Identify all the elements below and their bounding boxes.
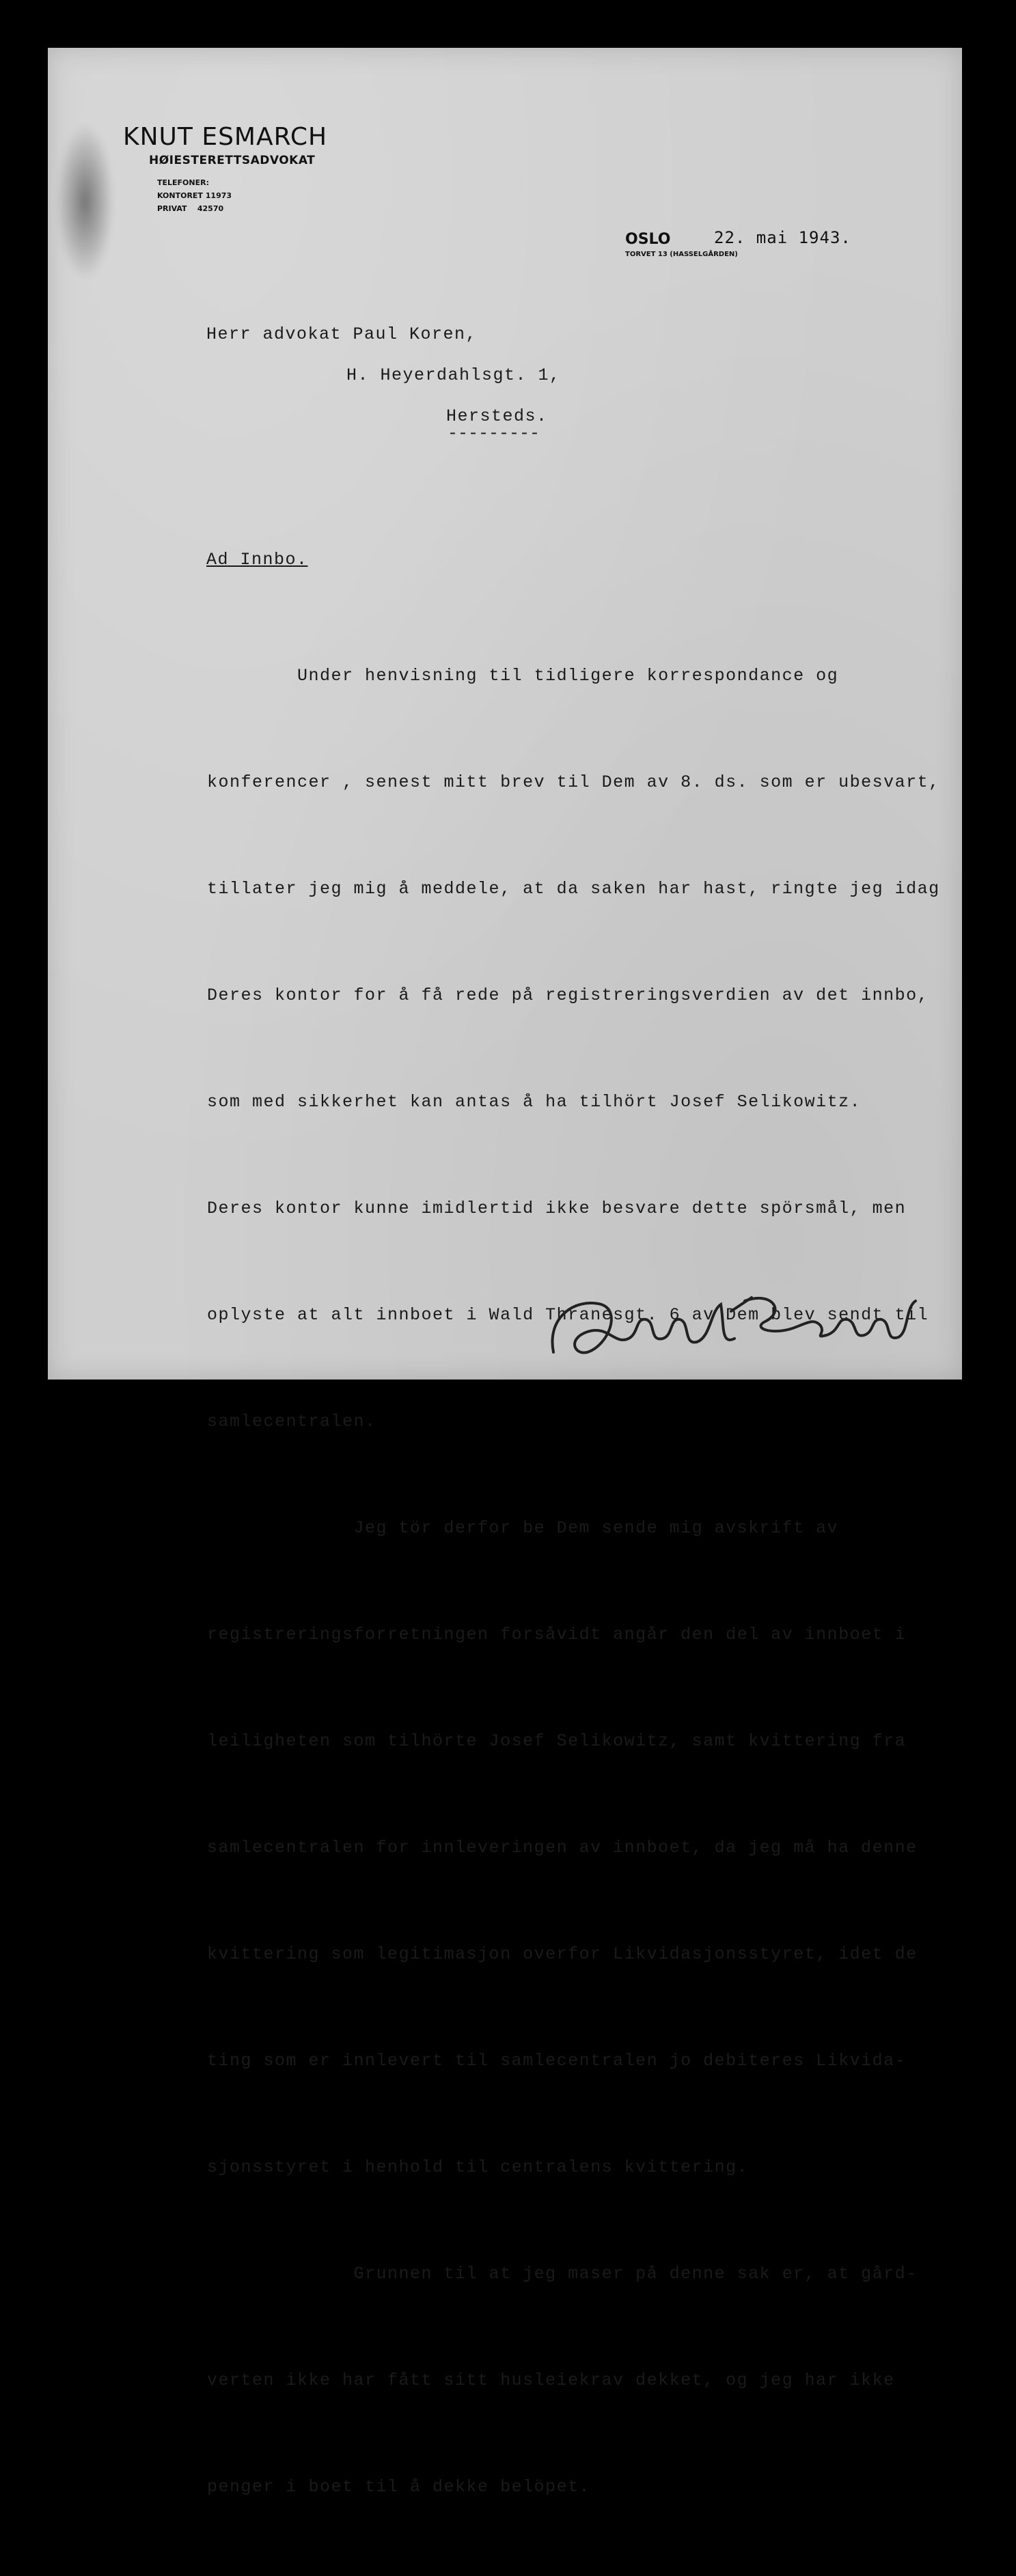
handwritten-signature (526, 1270, 929, 1380)
body-line: Under henvisning til tidligere korrespondance og (207, 666, 839, 686)
letterhead-name: KNUT ESMARCH (123, 123, 328, 151)
body-line: penger i boet til å dekke belöpet. (207, 2477, 591, 2497)
recipient-rule: --------- (448, 423, 540, 443)
recipient-line-1: Herr advokat Paul Koren, (206, 324, 478, 344)
body-line: sjonsstyret i henhold til centralens kvittering. (207, 2157, 749, 2177)
body-line: oplyste at alt innboet i Wald Thranesgt. 6 av Dem blev sendt til (207, 1305, 929, 1325)
body-line: leiligheten som tilhörte Josef Selikowitz, samt kvittering fra (207, 1731, 907, 1751)
recipient-line-3: Hersteds. (446, 406, 548, 426)
body-line: registreringsforretningen forsåvidt angår den del av innboet i (207, 1625, 907, 1644)
recipient-line-2: H. Heyerdahlsgt. 1, (346, 365, 561, 385)
phones-header: TELEFONER: (157, 178, 209, 187)
letterhead-phones (157, 176, 232, 215)
body-line: Deres kontor kunne imidlertid ikke besvare dette spörsmål, men (207, 1199, 907, 1218)
body-line: verten ikke har fått sitt husleiekrav dekket, og jeg har ikke (207, 2370, 895, 2390)
letterhead-title: HØIESTERETTSADVOKAT (149, 154, 316, 167)
letterhead-place: OSLO (625, 231, 671, 248)
body-line: som med sikkerhet kan antas å ha tilhört Josef Selikowitz. (207, 1092, 862, 1112)
letter-page (48, 48, 962, 2497)
body-line: samlecentralen for innleveringen av innboet, da jeg må ha denne (207, 1838, 918, 1858)
body-line: tillater jeg mig å meddele, at da saken har hast, ringte jeg idag (207, 879, 940, 899)
private-phone: PRIVAT 42570 (157, 204, 224, 213)
body-line: konferencer , senest mitt brev til Dem av 8. ds. som er ubesvart, (207, 772, 940, 792)
body-line: Deres kontor for å få rede på registreringsverdien av det innbo, (207, 985, 929, 1005)
letter-date: 22. mai 1943. (714, 228, 851, 247)
letterhead-address: TORVET 13 (HASSELGÅRDEN) (625, 251, 738, 258)
body-line: Jeg tör derfor be Dem sende mig avskrift av (207, 1518, 839, 1538)
body-line: samlecentralen. (207, 1412, 376, 1431)
letter-body (207, 587, 940, 2576)
body-line: ting som er innlevert til samlecentralen jo debiteres Likvida- (207, 2051, 907, 2071)
office-phone: KONTORET 11973 (157, 191, 232, 200)
body-line: Grunnen til at jeg maser på denne sak er, at gård- (207, 2264, 918, 2284)
ink-smudge (56, 123, 114, 280)
subject-line: Ad Innbo. (206, 550, 308, 570)
body-line: kvittering som legitimasjon overfor Likvidasjonsstyret, idet de (207, 1944, 918, 1964)
